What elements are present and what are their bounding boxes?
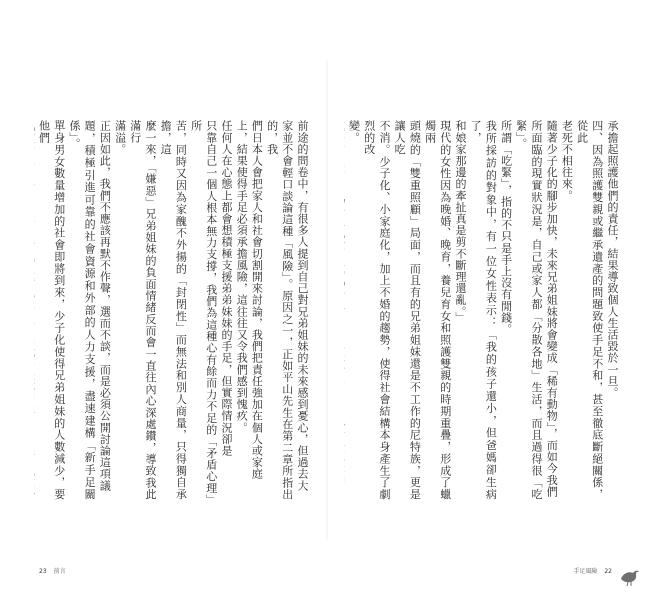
right-page <box>344 120 620 500</box>
book-gutter <box>326 60 328 540</box>
right-folio <box>573 566 617 575</box>
left-page-number: 23 <box>39 568 47 575</box>
bird-icon <box>619 567 641 587</box>
left-page <box>34 120 310 500</box>
right-page-body-text: 承擔起照護他們的責任，結果導致個人生活毀於一旦。 四、因為照護雙親或繼承遺產的問題致使手足不和，甚至徹底斷絕關係，從此 老死不相往來。 隨著少子化的腳步加快，未來兄弟姐妹將會變成「稀有動物」，而如今我們 所面臨的現實狀況是，自己或家人都「分散各地」生活，而且過得很「吃緊」。 所謂「吃緊」，指的不只是手上沒有閒錢。 我所採訪的對象中，有一位女性表示：「我的孩子還小，但爸媽卻生病了， 和娘家那邊的牽扯真是剪不斷理還亂。」 現代的女性因為晚婚、晚育，養兒育女和照護雙親的時期重疊，形成了蠟燭兩 頭燒的「雙重照顧」局面，而且有的兄弟姐妹還是不工作的尼特族，更是讓人吃 不消。少子化、小家庭化，加上不婚的趨勢，使得社會結構本身產生了劇烈的改 變。 <box>347 120 619 500</box>
right-page-number: 22 <box>604 568 612 575</box>
right-running-head: 手足風險 <box>573 568 598 575</box>
left-running-head: 前言 <box>53 568 66 575</box>
left-folio <box>34 566 66 575</box>
left-page-body-text: 前途的問卷中，有很多人提到自己對兄弟姐妹的未來感到憂心，但過去大 家並不會輕口談論這種「風險」。原因之一，正如平山先生在第二章所指出的，我 們日本人會把家人和社會切割開來討論，我們把責任強加在個人或家庭 上，結果使得手足必須承擔風險，這往往又令我們感到愧疚。 任何人在心態上都會想積極支援弟弟妹妹的手足，但實際情況卻是 只靠自己一個人根本無力支撐，我們為這種心有餘而力不足的「矛盾心理」所 苦，同時又因為家醜不外揚的「封閉性」而無法和別人商量，只得獨自承擔，這 麼一來，「嫌惡」兄弟姐妹的負面情緒反而會一直往內心深處鑽，導致我此滿行 滿溢。 正因如此，我們不應該再默不作聲，選而不談，而是必須公開討論這項議 題，積極引進可靠的社會資源和外部的人力支援，盡速建構「新手足關係」。 單身男女數量增加的社會即將到來，少子化使得兄弟姐妹的人數減少，要他們 <box>37 120 309 500</box>
